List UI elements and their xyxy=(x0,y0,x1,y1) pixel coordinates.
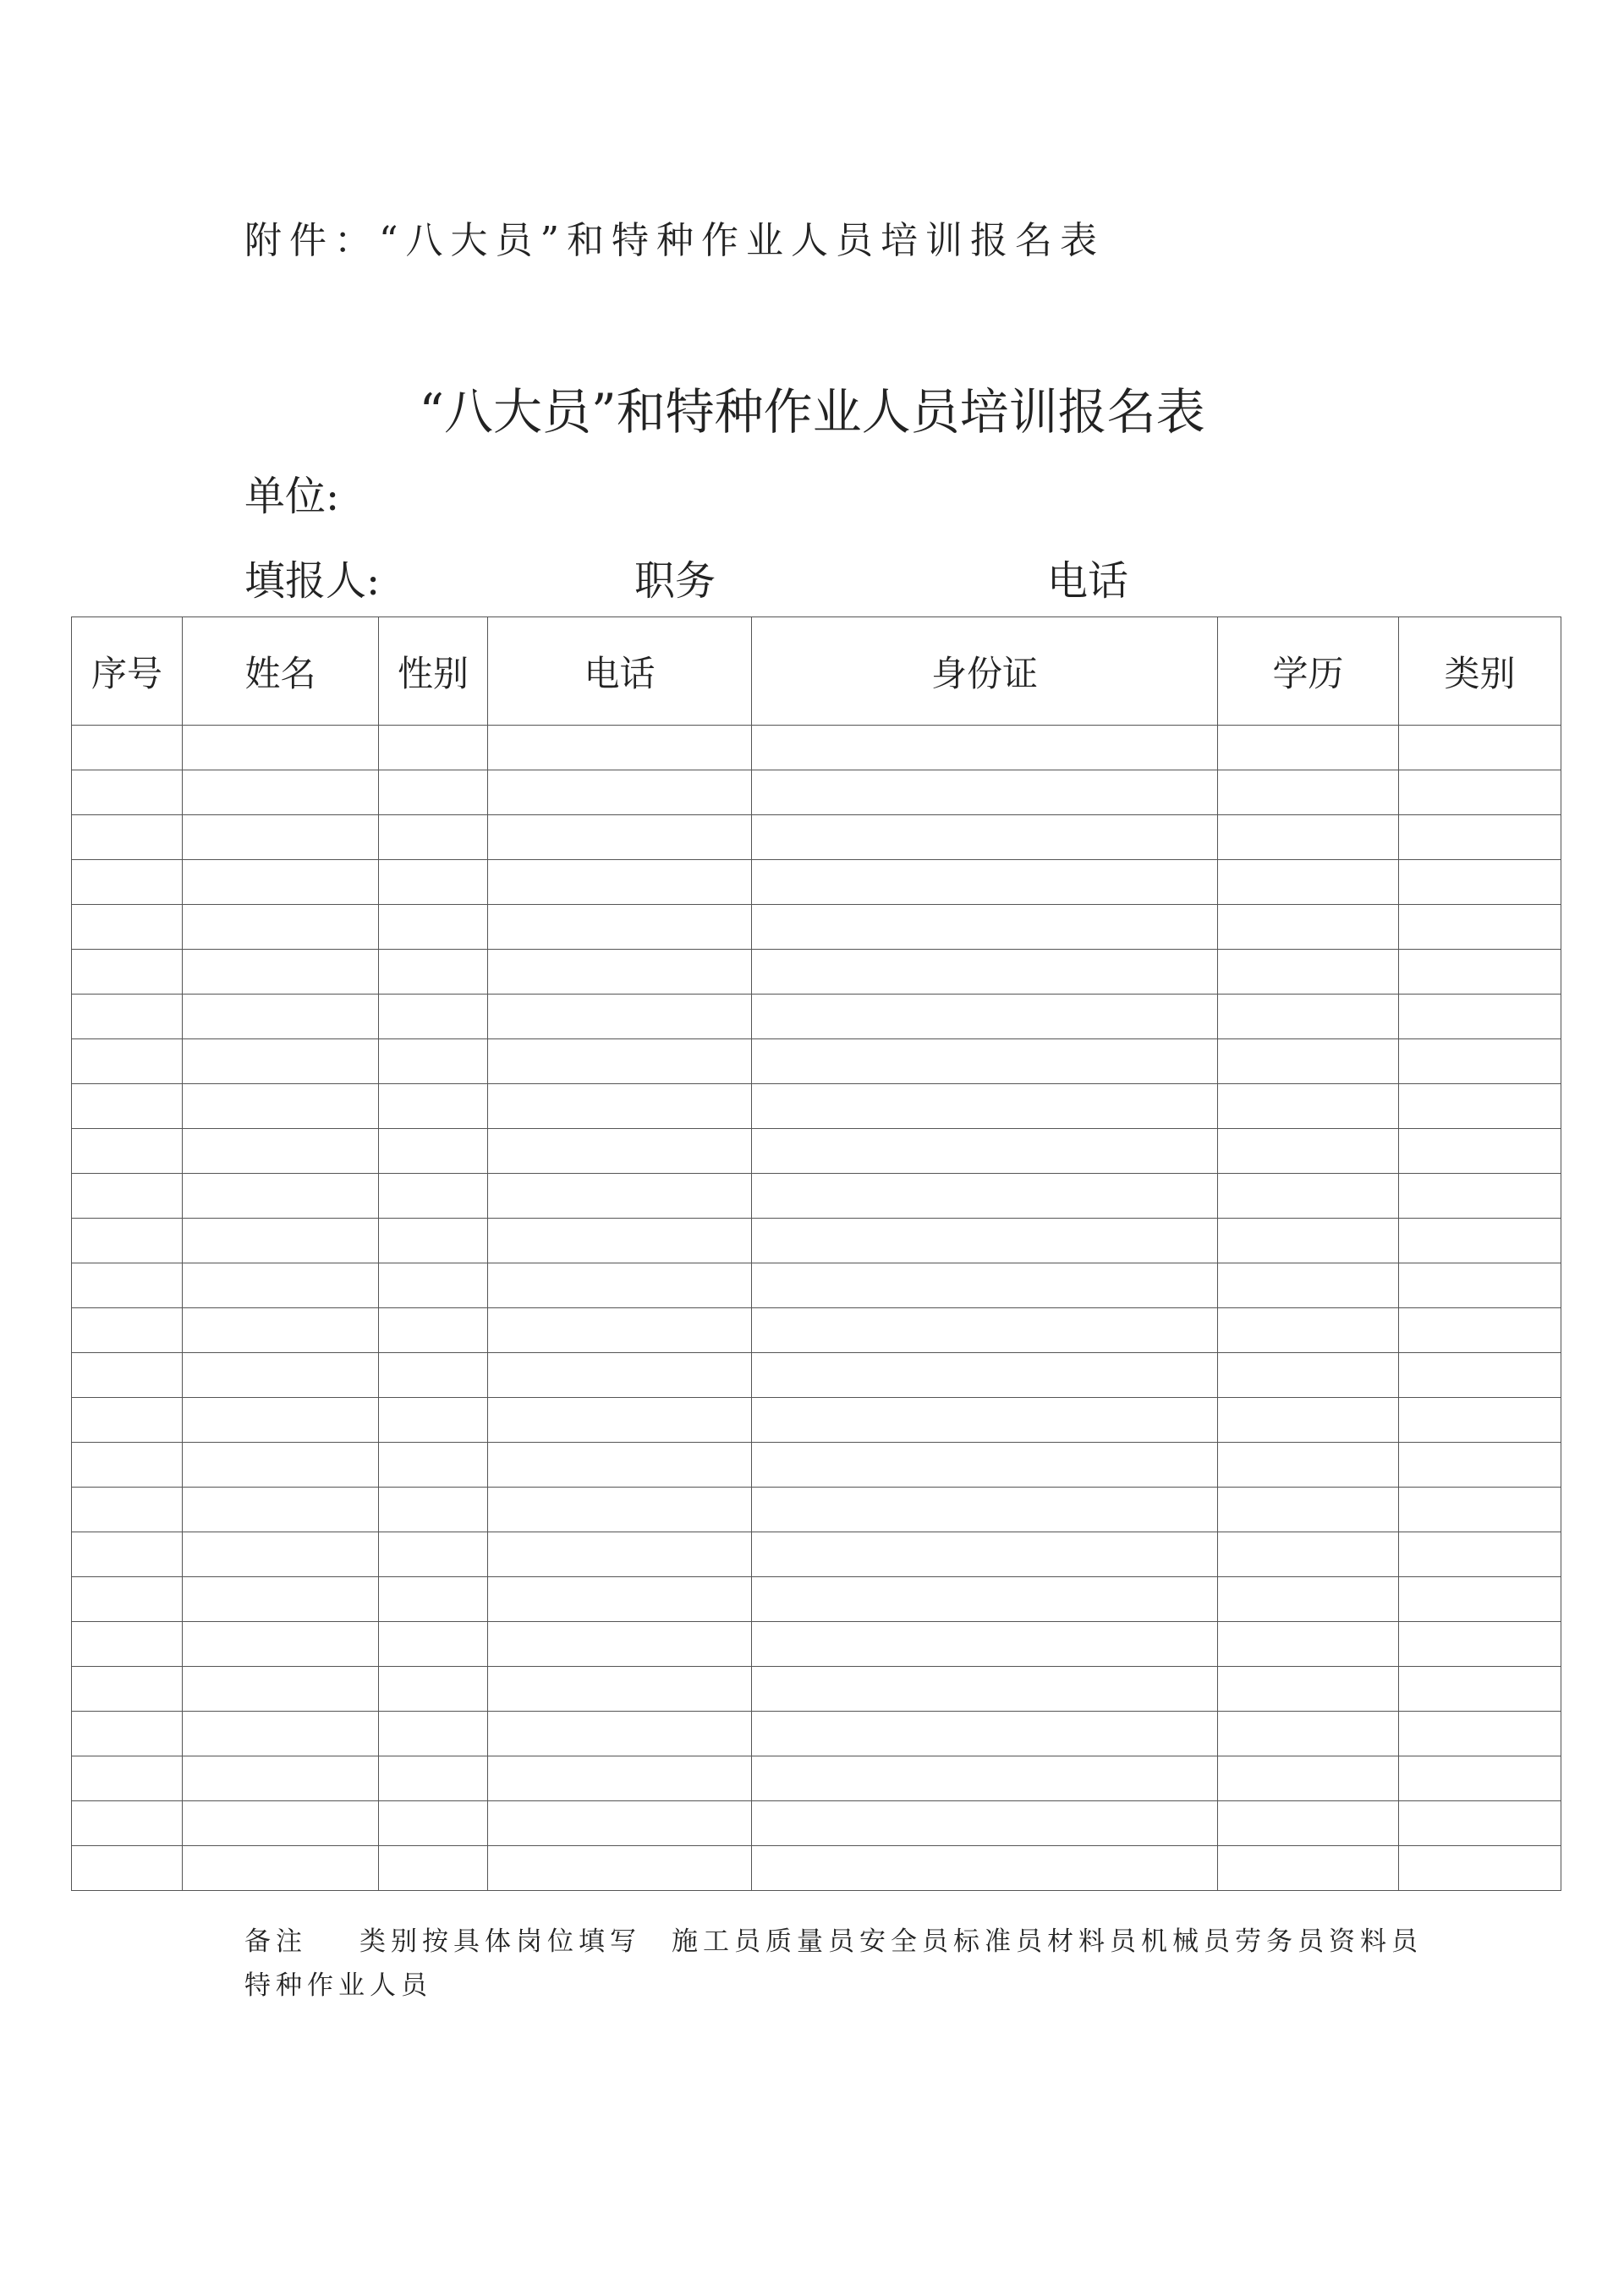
table-row xyxy=(72,1084,1561,1129)
notes-categories: 施工员质量员安全员标准员材料员机械员劳务员资料员 xyxy=(672,1926,1423,1957)
cell-phone[interactable] xyxy=(488,1801,752,1846)
cell-id-card[interactable] xyxy=(752,1308,1218,1353)
cell-serial-number[interactable] xyxy=(72,1084,183,1129)
phone-label: 电话 xyxy=(1047,557,1129,605)
cell-name[interactable] xyxy=(183,1084,379,1129)
cell-id-card[interactable] xyxy=(752,1577,1218,1622)
cell-serial-number[interactable] xyxy=(72,1846,183,1891)
cell-serial-number[interactable] xyxy=(72,995,183,1039)
cell-category[interactable] xyxy=(1399,1219,1561,1263)
notes-line-2: 特种作业人员 xyxy=(244,1970,432,2001)
cell-id-card[interactable] xyxy=(752,905,1218,950)
cell-category[interactable] xyxy=(1399,995,1561,1039)
cell-gender[interactable] xyxy=(379,1577,488,1622)
cell-category[interactable] xyxy=(1399,905,1561,950)
cell-name[interactable] xyxy=(183,1801,379,1846)
cell-phone[interactable] xyxy=(488,1577,752,1622)
cell-education[interactable] xyxy=(1218,1488,1399,1532)
cell-gender[interactable] xyxy=(379,1846,488,1891)
cell-name[interactable] xyxy=(183,1712,379,1756)
cell-id-card[interactable] xyxy=(752,1622,1218,1667)
cell-phone[interactable] xyxy=(488,1129,752,1174)
table-row xyxy=(72,1308,1561,1353)
cell-name[interactable] xyxy=(183,726,379,770)
cell-id-card[interactable] xyxy=(752,1712,1218,1756)
cell-education[interactable] xyxy=(1218,1308,1399,1353)
cell-education[interactable] xyxy=(1218,1084,1399,1129)
position-label: 职务 xyxy=(634,557,716,605)
cell-name[interactable] xyxy=(183,1622,379,1667)
cell-id-card[interactable] xyxy=(752,1667,1218,1712)
cell-serial-number[interactable] xyxy=(72,1308,183,1353)
cell-category[interactable] xyxy=(1399,950,1561,995)
cell-id-card[interactable] xyxy=(752,1801,1218,1846)
cell-serial-number[interactable] xyxy=(72,860,183,905)
cell-gender[interactable] xyxy=(379,1756,488,1801)
table-row xyxy=(72,905,1561,950)
cell-phone[interactable] xyxy=(488,1667,752,1712)
cell-gender[interactable] xyxy=(379,1219,488,1263)
cell-serial-number[interactable] xyxy=(72,1532,183,1577)
cell-category[interactable] xyxy=(1399,815,1561,860)
cell-gender[interactable] xyxy=(379,905,488,950)
cell-name[interactable] xyxy=(183,1532,379,1577)
cell-gender[interactable] xyxy=(379,1263,488,1308)
cell-phone[interactable] xyxy=(488,1398,752,1443)
header-gender: 性别 xyxy=(379,617,488,726)
cell-education[interactable] xyxy=(1218,1174,1399,1219)
table-body xyxy=(72,726,1561,1891)
cell-phone[interactable] xyxy=(488,1488,752,1532)
cell-category[interactable] xyxy=(1399,1756,1561,1801)
attachment-line: 附件：“八大员”和特种作业人员培训报名表 xyxy=(244,219,1105,262)
cell-phone[interactable] xyxy=(488,1084,752,1129)
cell-category[interactable] xyxy=(1399,1353,1561,1398)
cell-gender[interactable] xyxy=(379,1488,488,1532)
table-row xyxy=(72,726,1561,770)
cell-name[interactable] xyxy=(183,815,379,860)
cell-id-card[interactable] xyxy=(752,1398,1218,1443)
cell-gender[interactable] xyxy=(379,1801,488,1846)
page-title: “八大员”和特种作业人员培训报名表 xyxy=(419,383,1205,441)
cell-serial-number[interactable] xyxy=(72,1801,183,1846)
cell-education[interactable] xyxy=(1218,1846,1399,1891)
cell-name[interactable] xyxy=(183,1667,379,1712)
cell-id-card[interactable] xyxy=(752,1219,1218,1263)
cell-serial-number[interactable] xyxy=(72,1756,183,1801)
cell-id-card[interactable] xyxy=(752,1443,1218,1488)
cell-serial-number[interactable] xyxy=(72,1443,183,1488)
cell-id-card[interactable] xyxy=(752,1174,1218,1219)
cell-gender[interactable] xyxy=(379,1532,488,1577)
cell-gender[interactable] xyxy=(379,995,488,1039)
cell-education[interactable] xyxy=(1218,1398,1399,1443)
cell-id-card[interactable] xyxy=(752,950,1218,995)
table-row xyxy=(72,815,1561,860)
cell-phone[interactable] xyxy=(488,1756,752,1801)
cell-serial-number[interactable] xyxy=(72,1712,183,1756)
cell-education[interactable] xyxy=(1218,1622,1399,1667)
cell-id-card[interactable] xyxy=(752,1532,1218,1577)
notes xyxy=(244,1920,1423,2008)
cell-education[interactable] xyxy=(1218,1443,1399,1488)
cell-id-card[interactable] xyxy=(752,1084,1218,1129)
cell-gender[interactable] xyxy=(379,1443,488,1488)
cell-category[interactable] xyxy=(1399,1398,1561,1443)
cell-name[interactable] xyxy=(183,1174,379,1219)
cell-gender[interactable] xyxy=(379,1712,488,1756)
cell-phone[interactable] xyxy=(488,1622,752,1667)
cell-education[interactable] xyxy=(1218,1801,1399,1846)
registration-table xyxy=(71,616,1561,1891)
cell-serial-number[interactable] xyxy=(72,905,183,950)
cell-education[interactable] xyxy=(1218,860,1399,905)
cell-gender[interactable] xyxy=(379,726,488,770)
cell-serial-number[interactable] xyxy=(72,1622,183,1667)
cell-name[interactable] xyxy=(183,1488,379,1532)
cell-id-card[interactable] xyxy=(752,1488,1218,1532)
cell-serial-number[interactable] xyxy=(72,1129,183,1174)
cell-education[interactable] xyxy=(1218,1756,1399,1801)
cell-education[interactable] xyxy=(1218,1129,1399,1174)
table-row xyxy=(72,1353,1561,1398)
cell-education[interactable] xyxy=(1218,1219,1399,1263)
table-row xyxy=(72,770,1561,815)
cell-name[interactable] xyxy=(183,770,379,815)
cell-phone[interactable] xyxy=(488,1532,752,1577)
table-row xyxy=(72,1129,1561,1174)
cell-education[interactable] xyxy=(1218,905,1399,950)
cell-id-card[interactable] xyxy=(752,1039,1218,1084)
cell-serial-number[interactable] xyxy=(72,770,183,815)
cell-gender[interactable] xyxy=(379,860,488,905)
cell-name[interactable] xyxy=(183,1308,379,1353)
table-row xyxy=(72,1263,1561,1308)
table-row xyxy=(72,1577,1561,1622)
cell-category[interactable] xyxy=(1399,1174,1561,1219)
cell-gender[interactable] xyxy=(379,1622,488,1667)
cell-name[interactable] xyxy=(183,1129,379,1174)
cell-gender[interactable] xyxy=(379,1308,488,1353)
header-phone: 电话 xyxy=(488,617,752,726)
notes-instruction: 类别按具体岗位填写 xyxy=(359,1926,641,1957)
cell-education[interactable] xyxy=(1218,1039,1399,1084)
cell-phone[interactable] xyxy=(488,1846,752,1891)
header-education: 学历 xyxy=(1218,617,1399,726)
table-row xyxy=(72,1801,1561,1846)
cell-gender[interactable] xyxy=(379,1129,488,1174)
table-row xyxy=(72,1756,1561,1801)
cell-gender[interactable] xyxy=(379,1353,488,1398)
cell-category[interactable] xyxy=(1399,1084,1561,1129)
table-row xyxy=(72,1846,1561,1891)
cell-name[interactable] xyxy=(183,1353,379,1398)
table-row xyxy=(72,1532,1561,1577)
cell-education[interactable] xyxy=(1218,995,1399,1039)
cell-phone[interactable] xyxy=(488,860,752,905)
cell-category[interactable] xyxy=(1399,1039,1561,1084)
cell-phone[interactable] xyxy=(488,815,752,860)
cell-id-card[interactable] xyxy=(752,1353,1218,1398)
header-serial-number: 序号 xyxy=(72,617,183,726)
cell-name[interactable] xyxy=(183,950,379,995)
table-row xyxy=(72,1712,1561,1756)
cell-gender[interactable] xyxy=(379,1398,488,1443)
cell-phone[interactable] xyxy=(488,905,752,950)
cell-name[interactable] xyxy=(183,905,379,950)
cell-name[interactable] xyxy=(183,1577,379,1622)
cell-category[interactable] xyxy=(1399,1488,1561,1532)
cell-category[interactable] xyxy=(1399,1443,1561,1488)
table-row xyxy=(72,1488,1561,1532)
cell-serial-number[interactable] xyxy=(72,1667,183,1712)
reporter-label: 填报人: xyxy=(244,557,381,605)
cell-phone[interactable] xyxy=(488,995,752,1039)
cell-phone[interactable] xyxy=(488,770,752,815)
cell-name[interactable] xyxy=(183,1039,379,1084)
table-row xyxy=(72,1667,1561,1712)
cell-phone[interactable] xyxy=(488,726,752,770)
cell-name[interactable] xyxy=(183,1398,379,1443)
cell-phone[interactable] xyxy=(488,1219,752,1263)
cell-category[interactable] xyxy=(1399,1801,1561,1846)
cell-id-card[interactable] xyxy=(752,1263,1218,1308)
cell-id-card[interactable] xyxy=(752,1846,1218,1891)
table-row xyxy=(72,1622,1561,1667)
cell-gender[interactable] xyxy=(379,1084,488,1129)
cell-gender[interactable] xyxy=(379,1039,488,1084)
notes-label: 备注 xyxy=(244,1926,307,1957)
cell-phone[interactable] xyxy=(488,1443,752,1488)
cell-serial-number[interactable] xyxy=(72,1174,183,1219)
cell-name[interactable] xyxy=(183,860,379,905)
cell-serial-number[interactable] xyxy=(72,815,183,860)
cell-serial-number[interactable] xyxy=(72,1219,183,1263)
cell-phone[interactable] xyxy=(488,1263,752,1308)
cell-education[interactable] xyxy=(1218,1712,1399,1756)
cell-serial-number[interactable] xyxy=(72,950,183,995)
cell-name[interactable] xyxy=(183,1756,379,1801)
cell-education[interactable] xyxy=(1218,1532,1399,1577)
cell-phone[interactable] xyxy=(488,1174,752,1219)
cell-serial-number[interactable] xyxy=(72,1039,183,1084)
cell-serial-number[interactable] xyxy=(72,1488,183,1532)
cell-gender[interactable] xyxy=(379,1174,488,1219)
header-id-card: 身份证 xyxy=(752,617,1218,726)
header-category: 类别 xyxy=(1399,617,1561,726)
cell-category[interactable] xyxy=(1399,1308,1561,1353)
table-row xyxy=(72,1398,1561,1443)
cell-gender[interactable] xyxy=(379,950,488,995)
cell-serial-number[interactable] xyxy=(72,1353,183,1398)
cell-name[interactable] xyxy=(183,1263,379,1308)
cell-phone[interactable] xyxy=(488,1308,752,1353)
table-row xyxy=(72,1219,1561,1263)
cell-serial-number[interactable] xyxy=(72,1577,183,1622)
table-row xyxy=(72,860,1561,905)
cell-id-card[interactable] xyxy=(752,770,1218,815)
cell-phone[interactable] xyxy=(488,1353,752,1398)
cell-serial-number[interactable] xyxy=(72,726,183,770)
cell-serial-number[interactable] xyxy=(72,1263,183,1308)
cell-category[interactable] xyxy=(1399,1577,1561,1622)
cell-gender[interactable] xyxy=(379,1667,488,1712)
cell-education[interactable] xyxy=(1218,815,1399,860)
table-row xyxy=(72,1174,1561,1219)
cell-category[interactable] xyxy=(1399,1622,1561,1667)
cell-education[interactable] xyxy=(1218,1577,1399,1622)
cell-id-card[interactable] xyxy=(752,726,1218,770)
cell-category[interactable] xyxy=(1399,1532,1561,1577)
cell-education[interactable] xyxy=(1218,770,1399,815)
cell-category[interactable] xyxy=(1399,1667,1561,1712)
table-row xyxy=(72,995,1561,1039)
cell-gender[interactable] xyxy=(379,815,488,860)
cell-id-card[interactable] xyxy=(752,815,1218,860)
header-row xyxy=(72,617,1561,726)
cell-serial-number[interactable] xyxy=(72,1398,183,1443)
cell-category[interactable] xyxy=(1399,1846,1561,1891)
cell-education[interactable] xyxy=(1218,950,1399,995)
cell-category[interactable] xyxy=(1399,860,1561,905)
cell-education[interactable] xyxy=(1218,1353,1399,1398)
cell-phone[interactable] xyxy=(488,1712,752,1756)
header-name: 姓名 xyxy=(183,617,379,726)
cell-name[interactable] xyxy=(183,995,379,1039)
cell-phone[interactable] xyxy=(488,950,752,995)
table-row xyxy=(72,1039,1561,1084)
cell-category[interactable] xyxy=(1399,726,1561,770)
cell-education[interactable] xyxy=(1218,726,1399,770)
table-row xyxy=(72,1443,1561,1488)
cell-name[interactable] xyxy=(183,1846,379,1891)
cell-name[interactable] xyxy=(183,1443,379,1488)
cell-id-card[interactable] xyxy=(752,1129,1218,1174)
cell-phone[interactable] xyxy=(488,1039,752,1084)
cell-id-card[interactable] xyxy=(752,860,1218,905)
cell-name[interactable] xyxy=(183,1219,379,1263)
notes-line-1 xyxy=(244,1920,1423,1964)
unit-label: 单位: xyxy=(244,473,340,520)
cell-category[interactable] xyxy=(1399,1129,1561,1174)
cell-education[interactable] xyxy=(1218,1263,1399,1308)
table-row xyxy=(72,950,1561,995)
cell-category[interactable] xyxy=(1399,770,1561,815)
cell-id-card[interactable] xyxy=(752,1756,1218,1801)
cell-education[interactable] xyxy=(1218,1667,1399,1712)
cell-category[interactable] xyxy=(1399,1263,1561,1308)
cell-gender[interactable] xyxy=(379,770,488,815)
cell-category[interactable] xyxy=(1399,1712,1561,1756)
cell-id-card[interactable] xyxy=(752,995,1218,1039)
